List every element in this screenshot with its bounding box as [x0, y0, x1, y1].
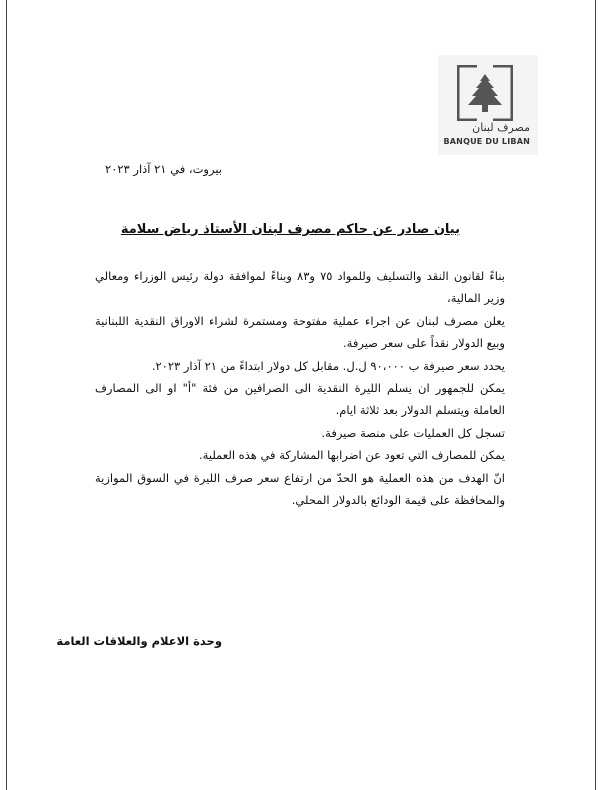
footer-signature: وحدة الاعلام والعلاقات العامة [56, 634, 222, 648]
paragraph: يحدد سعر صيرفة ب ٩٠،٠٠٠ ل.ل. مقابل كل دولار ابتداءً من ٢١ آذار ٢٠٢٣. [151, 358, 505, 373]
paragraph: تسجل كل العمليات على منصة صيرفة. [321, 425, 505, 440]
statement-title: بيان صادر عن حاكم مصرف لبنان الأستاذ رياض سلامة [120, 222, 460, 237]
document-date: بيروت، في ٢١ آذار ٢٠٢٣ [105, 162, 222, 176]
paragraph: بناءً لقانون النقد والتسليف وللمواد ٧٥ و٨٣ وبناءً لموافقة دولة رئيس الوزراء ومعالي وزير المالية، [95, 269, 505, 306]
cedar-tree-icon [457, 65, 513, 121]
statement-body [95, 265, 505, 511]
paragraph: انّ الهدف من هذه العملية هو الحدّ من ارتفاع سعر صرف الليرة في السوق الموازية والمحافظة على قيمة الودائع بالدولار المحلي. [95, 470, 505, 508]
logo-arabic-name: مصرف لبنان [472, 121, 530, 134]
bank-logo [438, 55, 538, 155]
logo-english-name: BANQUE DU LIBAN [443, 137, 530, 146]
paragraph: يمكن للمصارف التي تعود عن اضرابها المشاركة في هذه العملية. [199, 448, 505, 463]
paragraph: يعلن مصرف لبنان عن اجراء عملية مفتوحة ومستمرة لشراء الاوراق النقدية اللبنانية وبيع الدولار نقداً على سعر صيرفة. [95, 313, 505, 351]
paragraph: يمكن للجمهور ان يسلم الليرة النقدية الى الصرافين من فئة "أ" او الى المصارف العاملة ويتسلم الدولار بعد ثلاثة ايام. [95, 381, 505, 418]
